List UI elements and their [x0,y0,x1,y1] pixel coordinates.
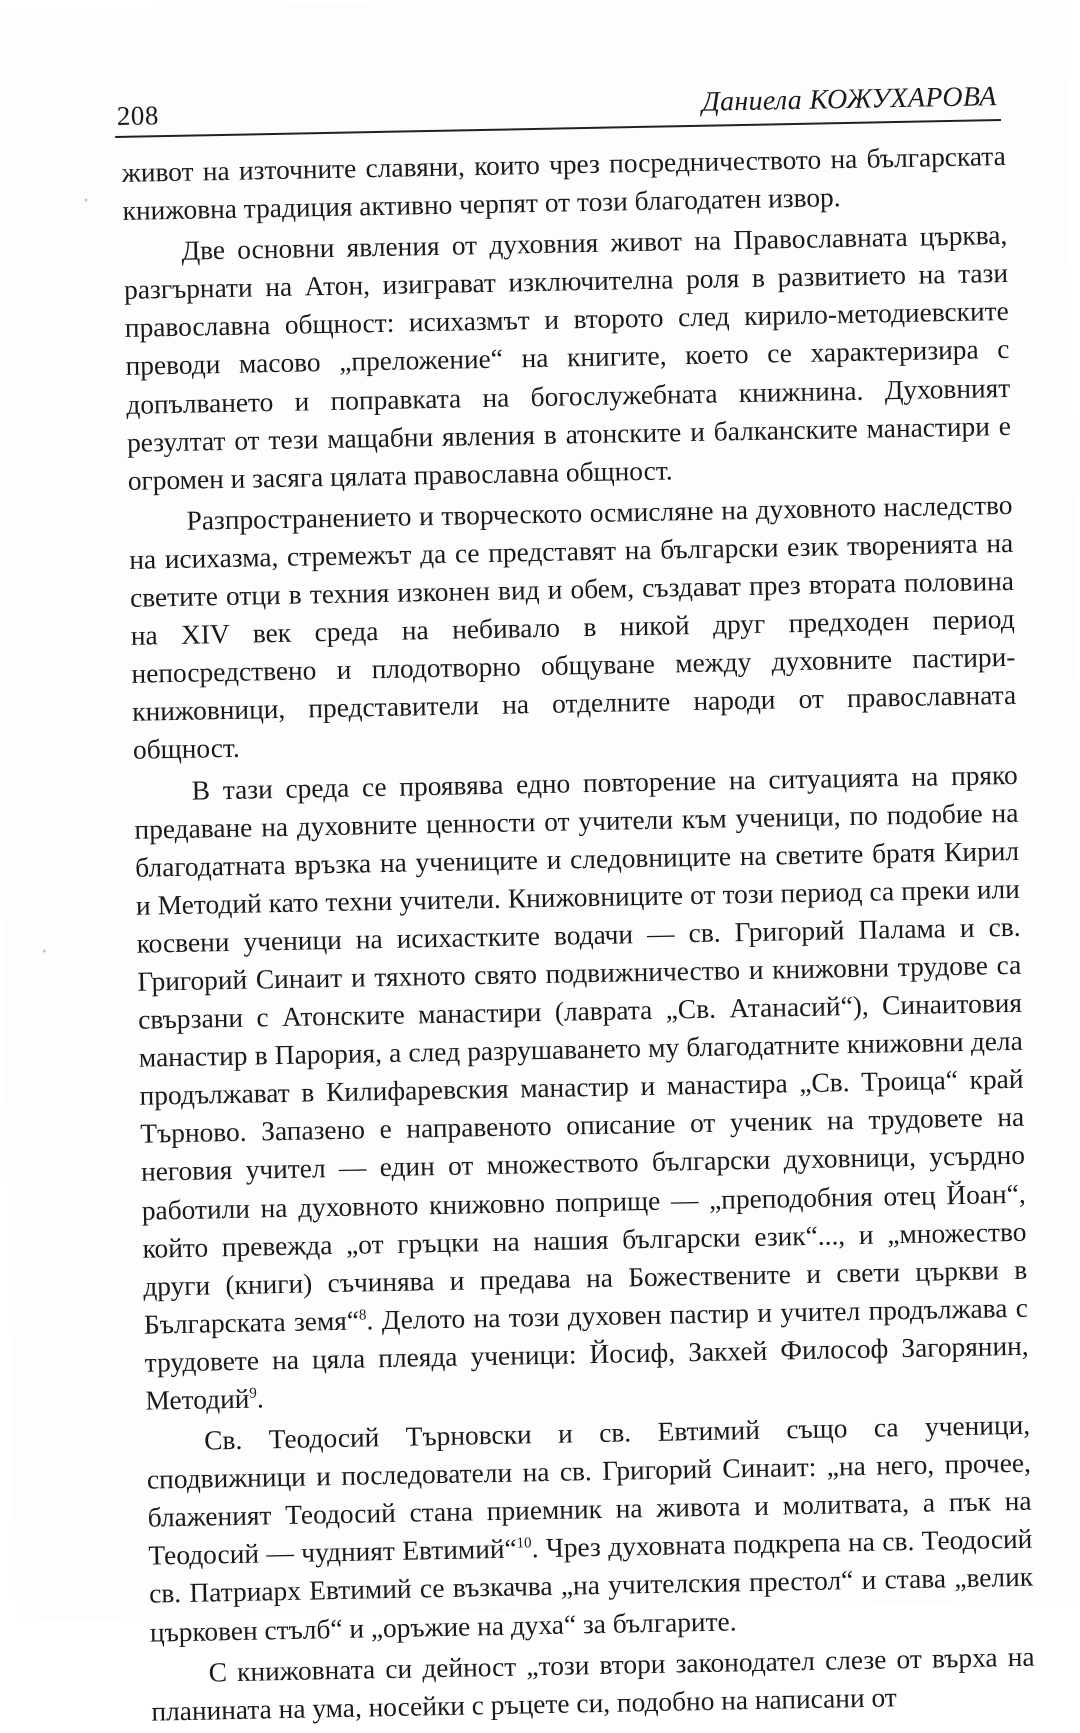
footnote-ref-10: 10 [516,1535,532,1552]
page-header [114,71,1001,138]
paragraph-5-continuation: . Чрез духовната подкрепа на св. Теодосий св. Патриарх Евтимий се възкачва „на учителския престол“ и става „велик църковен стълб“ и „оръжие на духа“ за българите. [148,1524,1034,1648]
scan-speck [43,950,46,953]
paragraph-5 [146,1406,1034,1651]
running-head-author: Даниела КОЖУХАРОВА [701,81,997,118]
scan-speck [84,199,87,202]
paragraph-4-text: В тази среда се проявява едно повторение на ситуацията на пряко предаване на духовните ценности от учители към ученици, по подобие на благодатната връзка на учениците и следовниците на светите братя Кирил и Методий като техни учители. Книжовниците от този период са преки или косвени ученици на исихастките водачи — св. Григорий Палама и св. Григорий Синаит и тяхното свято подвижничество и книжовни трудове са свързани с Атонските манастири (лаврата „Св. Атанасий“), Синаитовия манастир в Парория, а след разрушаването му благодатните книжовни дела продължават в Килифаревския манастир и манастира „Св. Троица“ край Търново. Запазено е направеното описание от ученик на трудовете на неговия учител — един от множеството български духовници, усърдно работили на духовното книжовно поприще — „преподобния отец Йоан“, който превежда „от гръцки на нашия български език“..., и „множество други (книги) съчинява и предава на Божествените и свети църкви в Българската земя“ [134,759,1028,1340]
paragraph-4-end: . [256,1383,265,1414]
paragraph-2: Две основни явления от духовния живот на Православната църква, разгърнати на Атон, изиграват изключителна роля в развитието на тази православна общност: исихазмът и второто след кирило-методиевските преводи масово „преложение“ на книгите, което се характеризира с допълването и поправката на богослужебната книжнина. Духовният резултат от тези мащабни явления в атонските и балканските манастири е огромен и засяга цялата православна общност. [123,220,1012,496]
paragraph-4 [133,755,1029,1419]
paragraph-3: Разпространението и творческото осмисляне на духовното наследство на исихазма, стремежът да се представят на български език творенията на светите отци в техния изконен вид и обем, създават през втората половина на XIV век среда на небивало в никой друг предходен период непосредствено и плодотворно общуване между духовните пастири-книжовници, представители на отделните народи от православната общност. [129,489,1017,766]
paragraph-4-continuation: . Делото на този духовен пастир и учител продължава с трудовете на цяла плеяда ученици: Йосиф, Закхей Философ Загорянин, Методий [144,1292,1029,1416]
footnote-ref-8: 8 [358,1307,367,1324]
footnote-ref-9: 9 [249,1385,257,1402]
paragraph-1: живот на източните славяни, които чрез посредничеството на българската книжовна традиция активно черпят от този благодатен извор. [121,140,1007,226]
body-text [122,137,1036,1731]
paragraph-5-text: Св. Теодосий Търновски и св. Евтимий също са ученици, сподвижници и последователи на св. Григорий Синаит: „на него, прочее, блаженият Теодосий стана приемник на живота и молитвата, а пък на Теодосий — чудният Евтимий“ [146,1409,1032,1572]
paragraph-6: С книжовната си дейност „този втори законодател слезе от върха на планината на ума, носейки с ръцете си, подобно на написани от [151,1641,1035,1727]
page-number: 208 [116,100,160,131]
